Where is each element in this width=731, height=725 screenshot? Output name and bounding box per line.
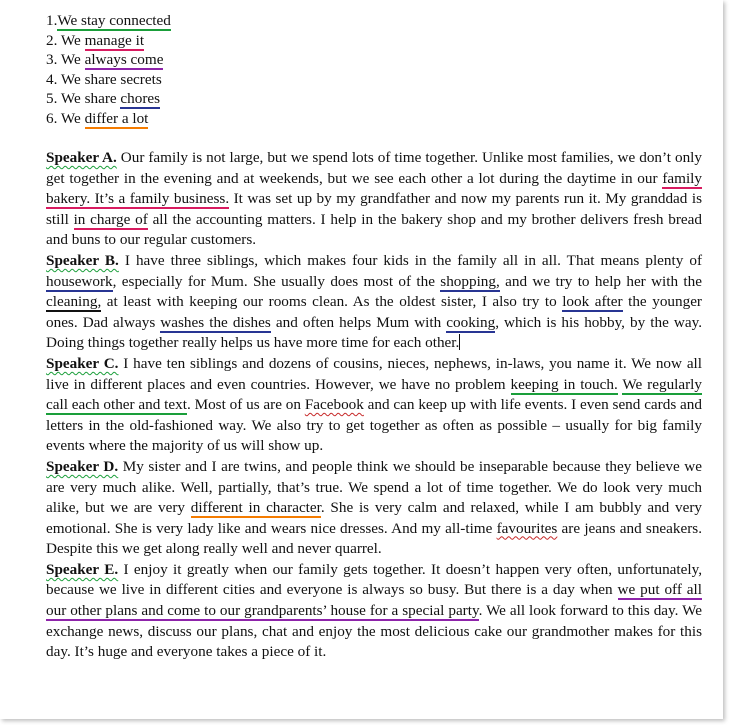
speaker-c-paragraph: Speaker C. I have ten siblings and dozens of cousins, nieces, nephews, in-laws, you name it. We now all live in different places and even countries. However, we have no problem keeping in touch. We regularly call each other and text. Most of us are on Facebook and can keep up with life events. I even send cards and letters in the old-fashioned way. We also try to get together as often as possible – usually for big family events where the majority of us will show up. <box>46 354 702 455</box>
speaker-e-paragraph: Speaker E. I enjoy it greatly when our family gets together. It doesn’t happen very often, unfortunately, because we live in different cities and everyone is always so busy. But there is a day when we put off all our other plans and come to our grandparents’ house for a special party. We all look forward to this day. We exchange news, discuss our plans, chat and enjoy the most delicious cake our grandmother makes for this day. It’s huge and everyone takes a piece of it. <box>46 560 703 661</box>
highlighted-phrase: manage it <box>84 31 145 49</box>
highlighted-phrase: cleaning, <box>46 293 102 311</box>
highlighted-phrase: always come <box>84 51 164 68</box>
highlighted-phrase: family bakery. It’s a family business. <box>46 169 702 208</box>
list-item: 5. We share chores <box>46 90 161 107</box>
list-item: 1.We stay connected <box>46 12 171 29</box>
list-item: 6. We differ a lot <box>46 109 149 127</box>
speaker-label: Speaker B. <box>46 251 119 269</box>
options-list <box>46 11 171 128</box>
spellcheck-word: Facebook <box>304 396 364 414</box>
highlighted-phrase: We stay connected <box>57 12 171 29</box>
text-cursor <box>459 334 460 350</box>
highlighted-phrase: look after <box>562 293 623 311</box>
speaker-label: Speaker D. <box>46 457 119 475</box>
highlighted-phrase: keeping in touch. <box>510 375 618 393</box>
highlighted-phrase: washes the dishes <box>160 313 271 331</box>
speaker-a-paragraph: Speaker A. Our family is not large, but we spend lots of time together. Unlike most families, we don’t only get together in the evening and at weekends, but we see each other a lot during the daytime in our family bakery. It’s a family business. It was set up by my grandfather and now my parents run it. My granddad is still in charge of all the accounting matters. I help in the bakery shop and my brother delivers fresh bread and buns to our regular customers. <box>46 149 702 249</box>
highlighted-phrase: differ a lot <box>84 109 149 127</box>
speaker-label: Speaker E. <box>46 560 119 578</box>
speaker-label: Speaker A. <box>46 149 117 166</box>
highlighted-phrase: housework <box>46 272 113 290</box>
highlighted-phrase: cooking <box>446 313 496 331</box>
highlighted-phrase: chores <box>120 90 161 107</box>
speaker-b-paragraph: Speaker B. I have three siblings, which makes four kids in the family all in all. That means plenty of housework, especially for Mum. She usually does most of the shopping, and we try to help her with the cleaning, at least with keeping our rooms clean. As the oldest sister, I also try to look after the younger ones. Dad always washes the dishes and often helps Mum with cooking, which is his hobby, by the way. Doing things together really helps us have more time for each other. <box>46 251 703 352</box>
speaker-d-paragraph: Speaker D. My sister and I are twins, and people think we should be inseparable because they believe we are very much alike. Well, partially, that’s true. We spend a lot of time together. We do look very much alike, but we are very different in character. She is very calm and relaxed, while I am bubbly and very emotional. She is very lady like and wears nice dresses. And my all-time favourites are jeans and sneakers. Despite this we get along really well and never quarrel. <box>46 457 703 558</box>
list-item: 2. We manage it <box>46 31 145 49</box>
highlighted-phrase: we put off all our other plans and come to our grandparents’ house for a special party <box>46 581 702 620</box>
list-item: 4. We share secrets <box>46 70 162 88</box>
list-item: 3. We always come <box>46 51 164 68</box>
highlighted-phrase: in charge of <box>73 210 148 228</box>
speaker-label: Speaker C. <box>46 354 119 372</box>
highlighted-phrase: different in character <box>190 499 321 517</box>
spellcheck-word: favourites <box>496 519 558 537</box>
speaker-texts <box>46 148 702 663</box>
highlighted-phrase: shopping, <box>440 272 500 290</box>
highlighted-phrase: We regularly call each other and text <box>46 375 702 414</box>
